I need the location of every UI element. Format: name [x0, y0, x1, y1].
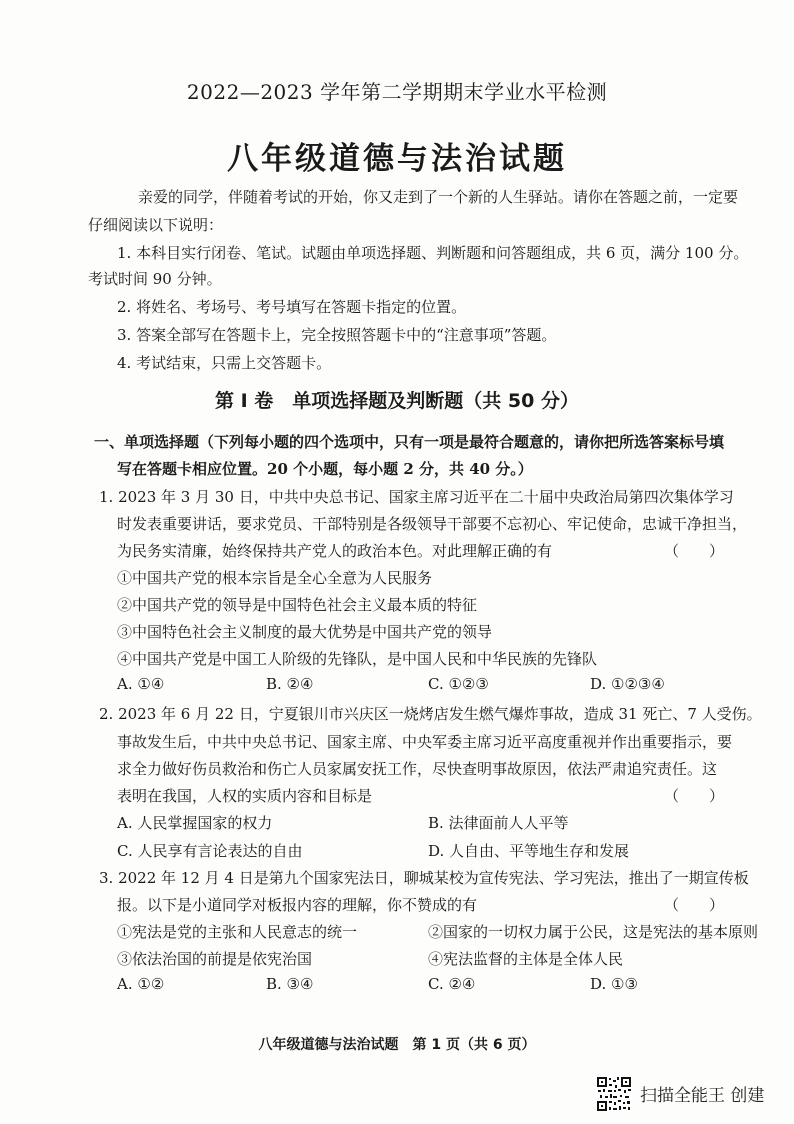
- option-d: D. ①②③④: [590, 675, 665, 693]
- intro-note: 3. 答案全部写在答题卡上，完全按照答题卡中的“注意事项”答题。: [117, 326, 557, 344]
- scanner-watermark: 扫描全能王 创建: [640, 1086, 765, 1106]
- page-footer: 八年级道德与法治试题 第 1 页（共 6 页）: [258, 1037, 536, 1053]
- question-stem: 报。以下是小道同学对板报内容的理解，你不赞成的有: [117, 896, 478, 914]
- intro-note: 考试时间 90 分钟。: [88, 270, 222, 288]
- intro-note: 2. 将姓名、考场号、考号填写在答题卡指定的位置。: [117, 298, 467, 316]
- intro-note: 1. 本科目实行闭卷、笔试。试题由单项选择题、判断题和问答题组成，共 6 页，满分 100 分。: [117, 244, 749, 262]
- option-b: B. ③④: [266, 975, 314, 993]
- option-b: B. ②④: [266, 675, 314, 693]
- intro-line: 仔细阅读以下说明：: [88, 216, 224, 234]
- statement: ③中国特色社会主义制度的最大优势是中国共产党的领导: [117, 623, 493, 641]
- option-d: D. 人自由、平等地生存和发展: [428, 842, 630, 860]
- question-stem: 1. 2023 年 3 月 30 日，中共中央总书记、国家主席习近平在二十届中央政治局第四次集体学习: [99, 488, 734, 506]
- option-c: C. ①②③: [428, 675, 489, 693]
- section-instruction: 写在答题卡相应位置。20 个小题，每小题 2 分，共 40 分。）: [117, 460, 533, 478]
- section-instruction: 一、单项选择题（下列每小题的四个选项中，只有一项是最符合题意的，请你把所选答案标号填: [94, 433, 725, 451]
- statement: ②中国共产党的领导是中国特色社会主义最本质的特征: [117, 596, 478, 614]
- statement: ①中国共产党的根本宗旨是全心全意为人民服务: [117, 569, 433, 587]
- option-a: A. ①④: [117, 675, 165, 693]
- option-d: D. ①③: [590, 975, 638, 993]
- intro-line: 亲爱的同学，伴随着考试的开始，你又走到了一个新的人生驿站。请你在答题之前，一定要: [138, 188, 739, 206]
- question-stem: 事故发生后，中共中央总书记、国家主席、中央军委主席习近平高度重视并作出重要指示，要: [117, 733, 733, 751]
- statement: ③依法治国的前提是依宪治国: [117, 950, 313, 968]
- statement: ②国家的一切权力属于公民，这是宪法的基本原则: [428, 923, 759, 941]
- question-stem: 2. 2023 年 6 月 22 日，宁夏银川市兴庆区一烧烤店发生燃气爆炸事故，造成 31 死亡、7 人受伤。: [99, 705, 762, 723]
- question-stem: 求全力做好伤员救治和伤亡人员家属安抚工作，尽快查明事故原因，依法严肃追究责任。这: [117, 760, 718, 778]
- answer-parenthesis: （ ）: [664, 896, 725, 914]
- question-stem: 表明在我国，人权的实质内容和目标是: [117, 787, 373, 805]
- qr-code-icon: [596, 1076, 632, 1112]
- section-heading: 第 Ⅰ 卷 单项选择题及判断题（共 50 分）: [215, 390, 579, 412]
- statement: ④宪法监督的主体是全体人民: [428, 950, 624, 968]
- option-b: B. 法律面前人人平等: [428, 814, 569, 832]
- option-c: C. ②④: [428, 975, 476, 993]
- question-stem: 时发表重要讲话，要求党员、干部特别是各级领导干部要不忘初心、牢记使命，忠诚干净担当，: [117, 515, 748, 533]
- exam-subtitle: 2022—2023 学年第二学期期末学业水平检测: [186, 80, 608, 104]
- answer-parenthesis: （ ）: [664, 542, 725, 560]
- statement: ①宪法是党的主张和人民意志的统一: [117, 923, 358, 941]
- question-stem: 3. 2022 年 12 月 4 日是第九个国家宪法日，聊城某校为宣传宪法、学习宪法，推出了一期宣传板: [99, 869, 749, 887]
- answer-parenthesis: （ ）: [664, 787, 725, 805]
- option-c: C. 人民享有言论表达的自由: [117, 842, 303, 860]
- exam-title: 八年级道德与法治试题: [227, 141, 567, 177]
- option-a: A. ①②: [117, 975, 165, 993]
- statement: ④中国共产党是中国工人阶级的先锋队，是中国人民和中华民族的先锋队: [117, 650, 598, 668]
- option-a: A. 人民掌握国家的权力: [117, 814, 273, 832]
- question-stem: 为民务实清廉，始终保持共产党人的政治本色。对此理解正确的有: [117, 542, 553, 560]
- intro-note: 4. 考试结束，只需上交答题卡。: [117, 354, 332, 372]
